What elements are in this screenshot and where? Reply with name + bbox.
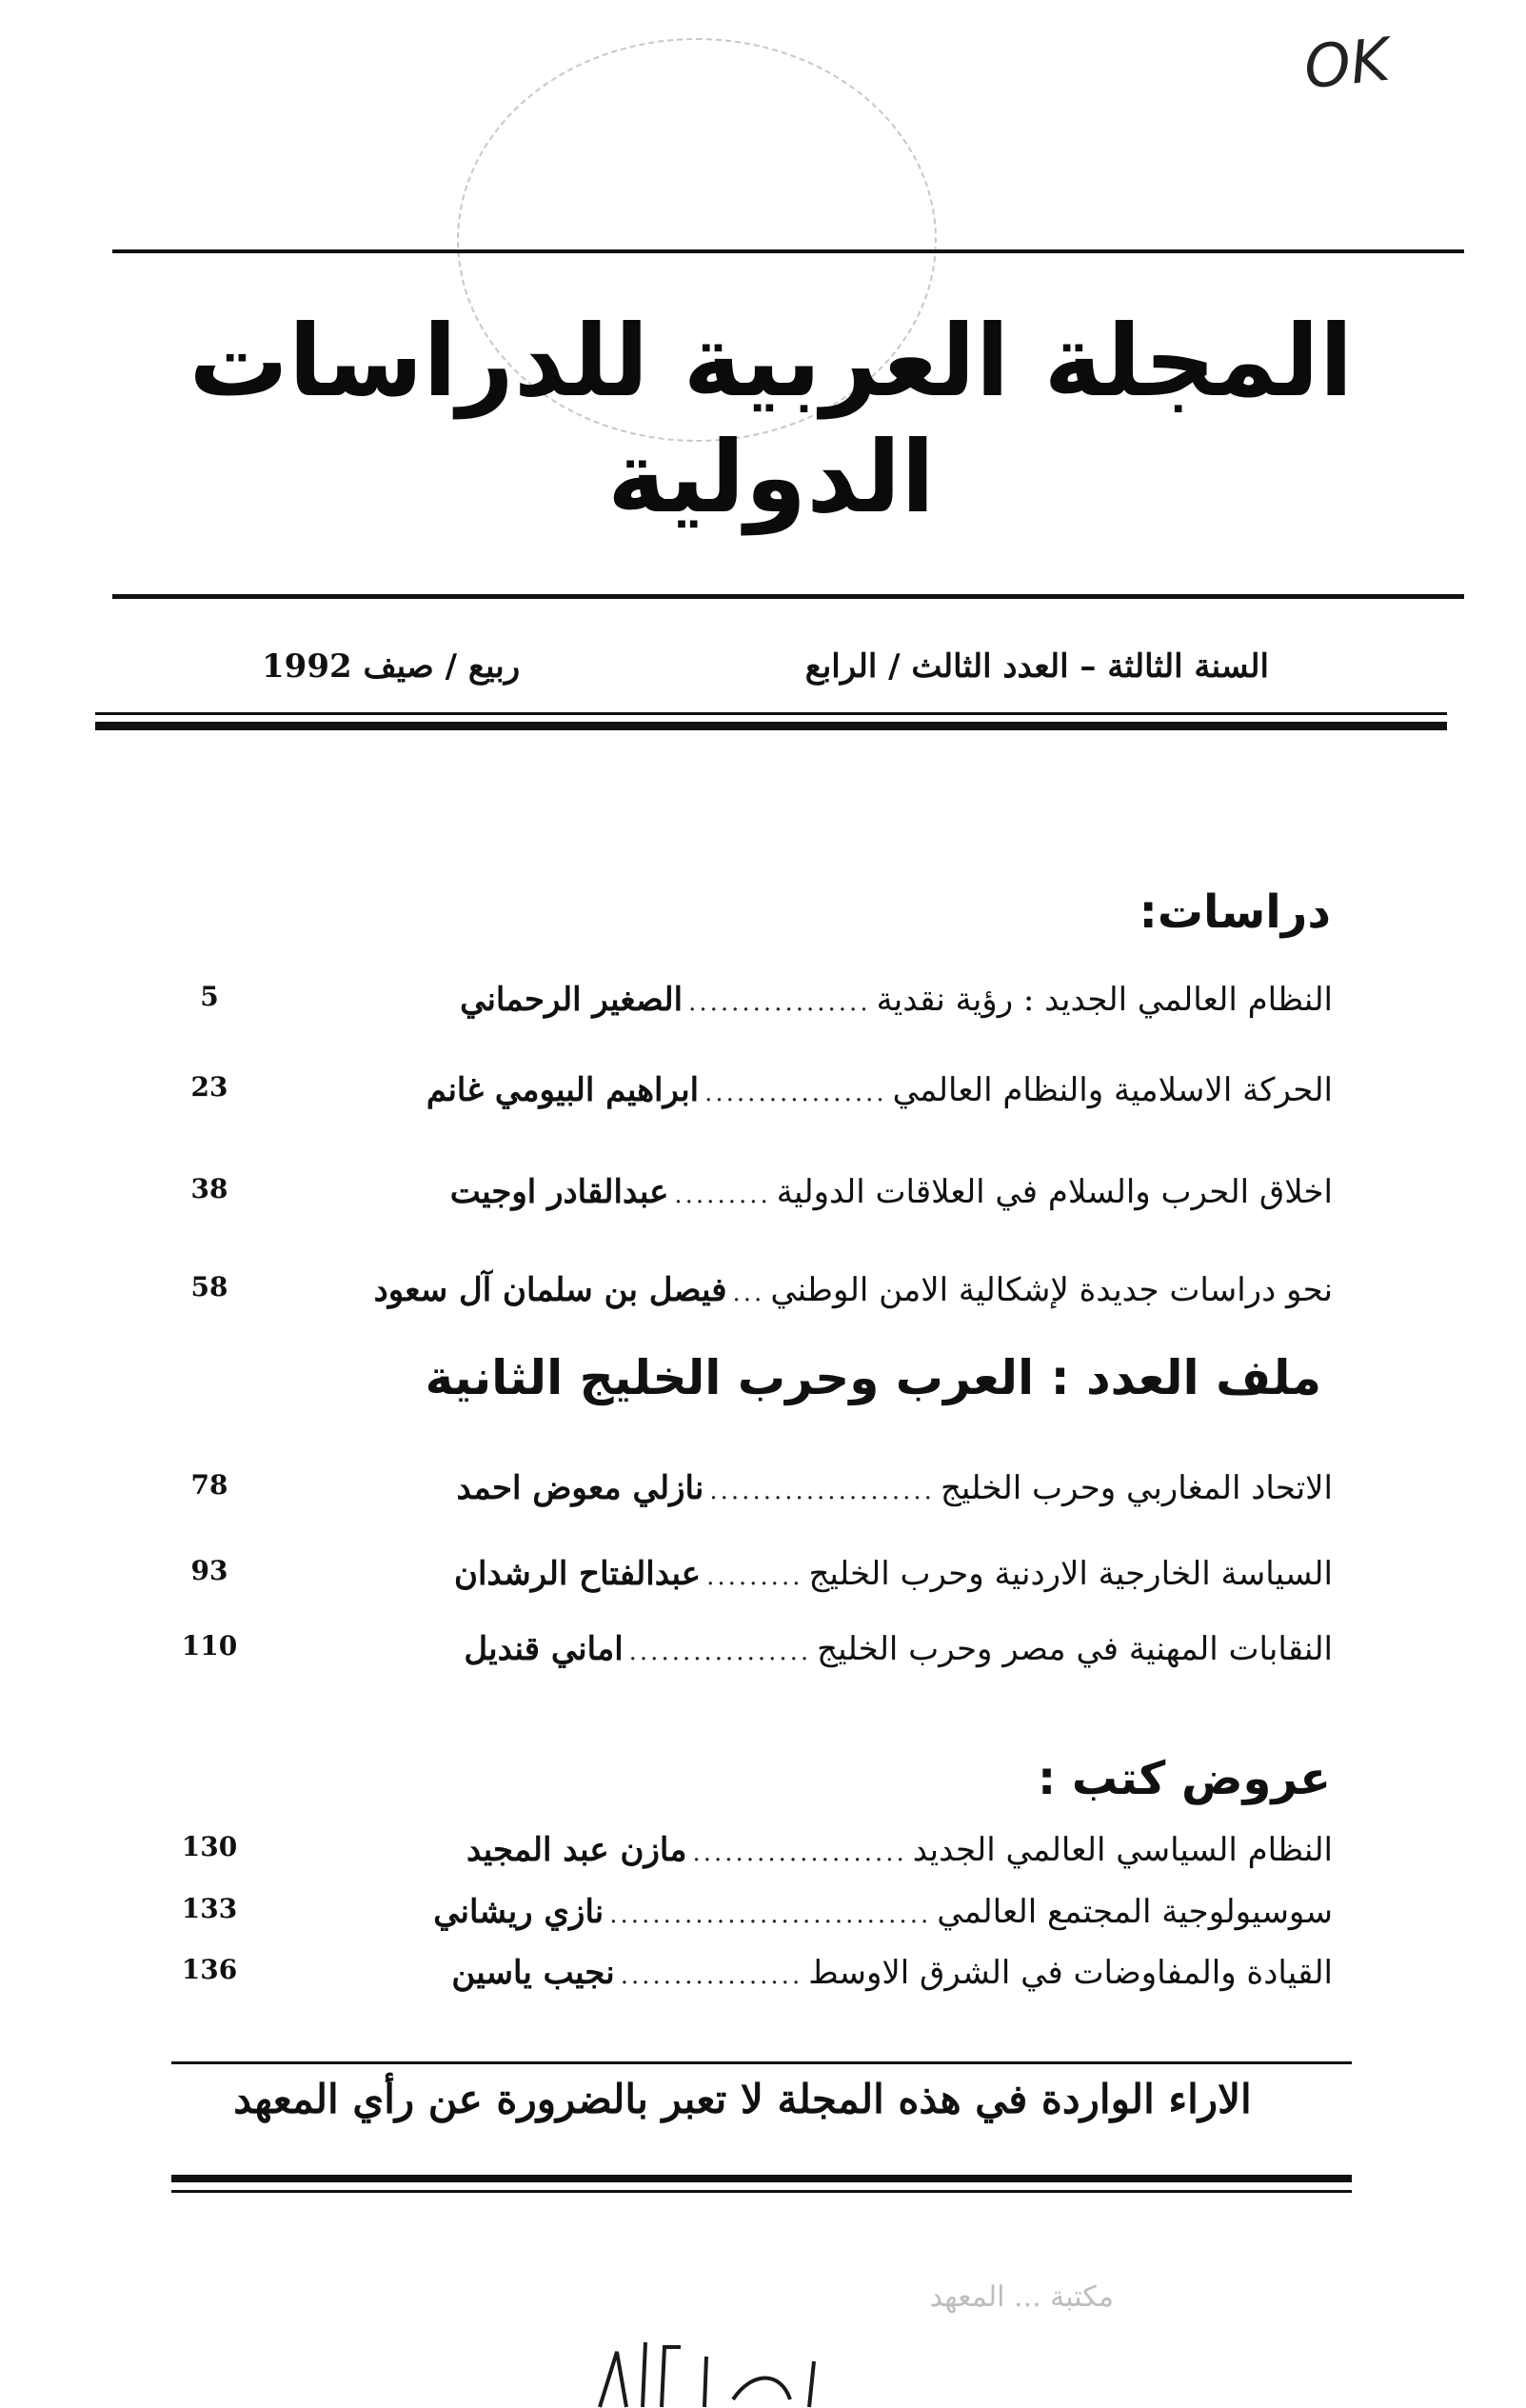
entry-title: النظام العالمي الجديد : رؤية نقدية [876,981,1333,1019]
entry-author: نجيب ياسين [451,1954,615,1992]
entry-author: عبدالفتاح الرشدان [453,1555,702,1593]
signature-scribble [590,2333,838,2408]
entry-page: 133 [181,1893,238,1924]
toc-entry [181,1271,1333,1324]
entry-title: اخلاق الحرب والسلام في العلاقات الدولية [776,1173,1333,1211]
title-bottom-rule [112,594,1464,599]
entry-title: السياسة الخارجية الاردنية وحرب الخليج [808,1555,1333,1593]
library-stamp: مكتبة ... المعهد [929,2280,1114,2314]
toc-entry [181,1893,1333,1946]
entry-author: اماني قنديل [464,1630,624,1668]
entry-page: 110 [181,1630,238,1662]
entry-page: 93 [190,1555,228,1586]
studies-heading: دراسات: [1139,886,1331,939]
toc-entry [181,981,1333,1034]
disclaimer: الاراء الواردة في هذه المجلة لا تعبر بالضرورة عن رأي المعهد [233,2076,1252,2122]
entry-author: نازي ريشاني [433,1893,604,1931]
entry-author: فيصل بن سلمان آل سعود [373,1271,727,1309]
leader-dots: ......... [674,1181,771,1209]
leader-dots: ... [732,1279,765,1307]
toc-entry [181,1831,1333,1884]
toc-entry [181,1630,1333,1683]
entry-page: 130 [181,1831,238,1862]
entry-title: النظام السياسي العالمي الجديد [912,1831,1333,1869]
journal-title: المجلة العربية للدراسات الدولية [188,303,1354,535]
issue-rule-thick [95,722,1447,730]
disclaimer-top-rule [171,2061,1352,2064]
toc-entry [181,1469,1333,1522]
entry-title: سوسيولوجية المجتمع العالمي [937,1893,1333,1931]
leader-dots: ................. [688,988,871,1017]
entry-page: 23 [190,1071,228,1103]
entry-title: نحو دراسات جديدة لإشكالية الامن الوطني [770,1271,1333,1309]
entry-author: ابراهيم البيومي غانم [426,1071,700,1109]
entry-title: الاتحاد المغاربي وحرب الخليج [940,1469,1333,1507]
entry-page: 58 [190,1271,228,1303]
entry-author: نازلي معوض احمد [456,1469,704,1507]
handwritten-ok-mark: OK [1300,24,1394,103]
book-reviews-heading: عروض كتب : [1038,1752,1331,1805]
leader-dots: .................... [692,1839,907,1867]
entry-page: 136 [181,1954,238,1985]
leader-dots: ................. [628,1638,812,1666]
bottom-rule-thin [171,2190,1352,2193]
leader-dots: .............................. [609,1901,932,1929]
entry-title: القيادة والمفاوضات في الشرق الاوسط [808,1954,1333,1992]
leader-dots: ................. [620,1961,803,1990]
leader-dots: ......... [706,1562,803,1591]
toc-entry [181,1954,1333,2007]
issue-season-year: ربيع / صيف 1992 [262,647,521,686]
issue-rule-thin [95,712,1447,715]
issue-file-heading: ملف العدد : العرب وحرب الخليج الثانية [425,1350,1321,1405]
entry-page: 78 [190,1469,228,1501]
toc-entry [181,1173,1333,1226]
entry-author: مازن عبد المجيد [466,1831,687,1869]
bottom-rule-thick [171,2175,1352,2182]
entry-title: النقابات المهنية في مصر وحرب الخليج [817,1630,1333,1668]
toc-entry [181,1555,1333,1608]
entry-author: عبدالقادر اوجيت [449,1173,669,1211]
top-rule [112,249,1464,253]
toc-entry [181,1071,1333,1124]
entry-page: 5 [200,981,219,1012]
leader-dots: ................. [704,1079,887,1107]
entry-title: الحركة الاسلامية والنظام العالمي [892,1071,1333,1109]
entry-page: 38 [190,1173,228,1204]
leader-dots: ..................... [709,1477,935,1505]
issue-volume-number: السنة الثالثة – العدد الثالث / الرابع [804,647,1269,686]
entry-author: الصغير الرحماني [460,981,684,1019]
